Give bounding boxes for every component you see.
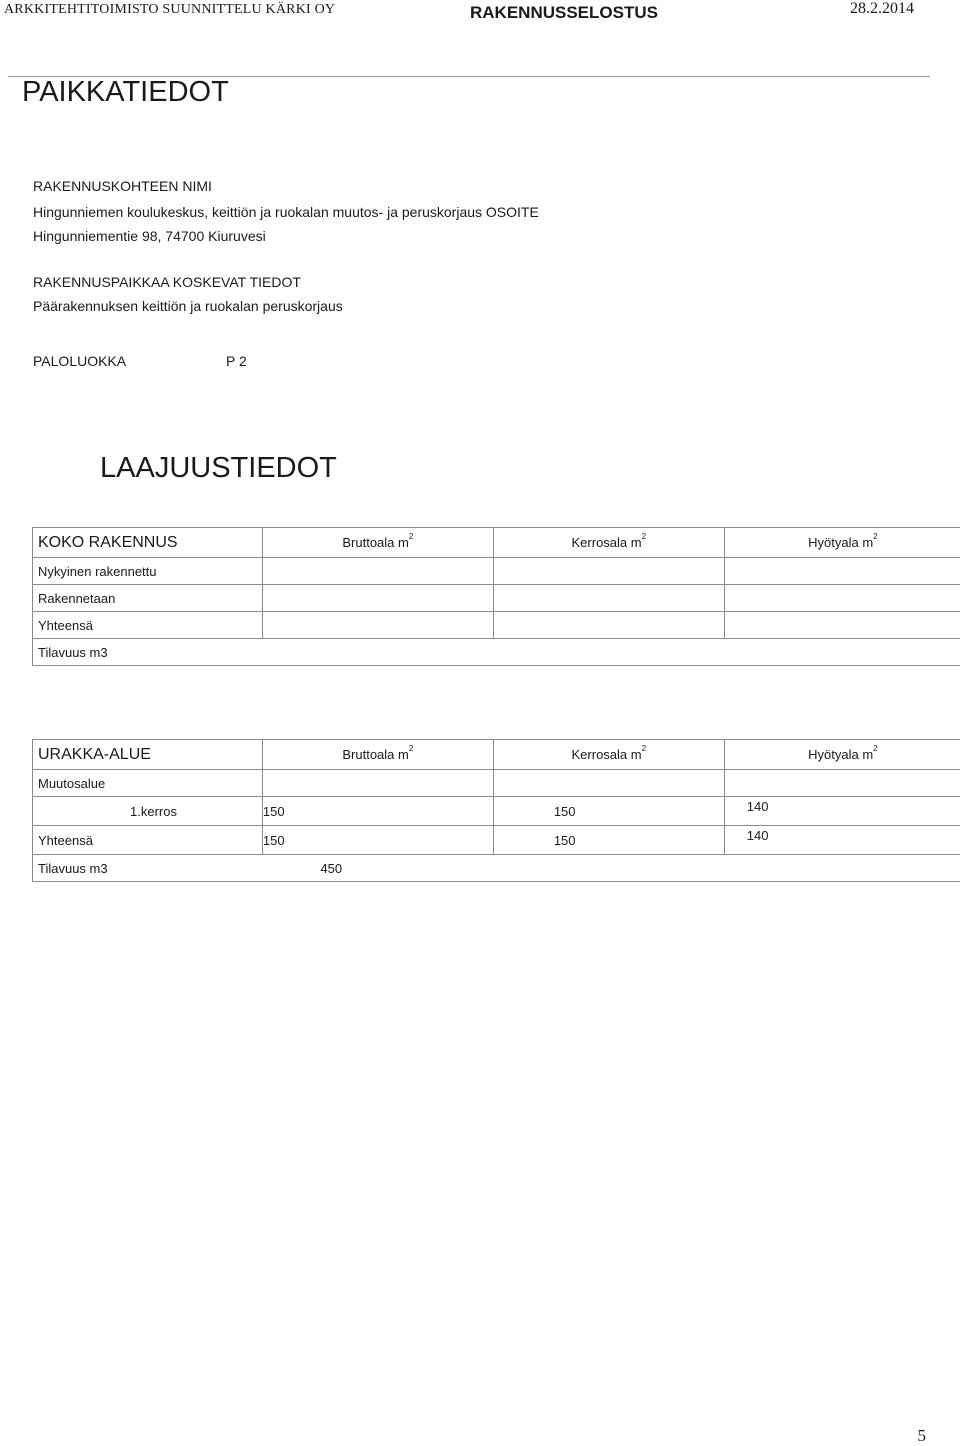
section-title-paikkatiedot: PAIKKATIEDOT <box>22 76 229 109</box>
cell-kerros: 150 <box>493 797 724 826</box>
site-info-label: RAKENNUSPAIKKAA KOSKEVAT TIEDOT <box>33 274 301 290</box>
cell <box>262 639 493 666</box>
table-row <box>33 585 960 612</box>
volume-value: 450 <box>262 855 493 882</box>
table-row <box>33 826 960 855</box>
cell-brutto: 150 <box>262 826 493 855</box>
table-row <box>33 797 960 826</box>
table-header-row <box>33 740 960 770</box>
table-header-row <box>33 528 960 558</box>
cell <box>724 558 960 585</box>
cell-kerros: 150 <box>493 826 724 855</box>
table-title: URAKKA-ALUE <box>33 740 263 770</box>
project-name-label: RAKENNUSKOHTEEN NIMI <box>33 178 212 194</box>
row-label: Tilavuus m3 <box>33 855 263 882</box>
project-name-value: Hingunniemen koulukeskus, keittiön ja ruokalan muutos- ja peruskorjaus OSOITE <box>33 204 539 220</box>
page-number: 5 <box>918 1426 927 1446</box>
cell <box>493 612 724 639</box>
cell-brutto <box>262 770 493 797</box>
koko-rakennus-table <box>32 527 960 666</box>
cell-brutto: 150 <box>262 797 493 826</box>
company-name: ARKKITEHTITOIMISTO SUUNNITTELU KÄRKI OY <box>4 2 335 18</box>
row-label: Muutosalue <box>33 770 263 797</box>
table-row <box>33 612 960 639</box>
cell-kerros <box>493 770 724 797</box>
cell <box>724 639 960 666</box>
urakka-alue-table <box>32 739 960 882</box>
site-info-value: Päärakennuksen keittiön ja ruokalan peruskorjaus <box>33 298 343 314</box>
col-header-brutto: Bruttoala $m^2$ <box>262 740 493 770</box>
cell <box>493 558 724 585</box>
fire-class-label: PALOLUOKKA <box>33 353 126 369</box>
table-row <box>33 639 960 666</box>
address-value: Hingunniementie 98, 74700 Kiuruvesi <box>33 228 266 244</box>
cell <box>724 855 960 882</box>
row-label: Nykyinen rakennettu <box>33 558 263 585</box>
table-row <box>33 855 960 882</box>
cell-hyoty: 140 <box>724 797 960 826</box>
cell <box>493 855 724 882</box>
cell-hyoty: 140 <box>724 826 960 855</box>
cell <box>724 585 960 612</box>
row-label: Rakennetaan <box>33 585 263 612</box>
col-header-hyoty: Hyötyala $m^2$ <box>724 740 960 770</box>
row-label: Yhteensä <box>33 826 263 855</box>
cell <box>262 558 493 585</box>
document-date: 28.2.2014 <box>850 0 914 18</box>
table-row <box>33 770 960 797</box>
cell-hyoty <box>724 770 960 797</box>
col-header-kerros: Kerrosala $m^2$ <box>493 740 724 770</box>
row-label: 1.kerros <box>33 797 263 826</box>
row-label: Yhteensä <box>33 612 263 639</box>
cell <box>493 585 724 612</box>
cell <box>493 639 724 666</box>
document-title: RAKENNUSSELOSTUS <box>470 3 658 23</box>
col-header-kerros: Kerrosala $m^2$ <box>493 528 724 558</box>
table-row <box>33 558 960 585</box>
cell <box>262 612 493 639</box>
cell <box>724 612 960 639</box>
cell <box>262 585 493 612</box>
col-header-hyoty: Hyötyala $m^2$ <box>724 528 960 558</box>
section-title-laajuustiedot: LAAJUUSTIEDOT <box>100 452 337 485</box>
row-label: Tilavuus m3 <box>33 639 263 666</box>
fire-class-value: P 2 <box>226 353 247 369</box>
col-header-brutto: Bruttoala $m^2$ <box>262 528 493 558</box>
table-title: KOKO RAKENNUS <box>33 528 263 558</box>
